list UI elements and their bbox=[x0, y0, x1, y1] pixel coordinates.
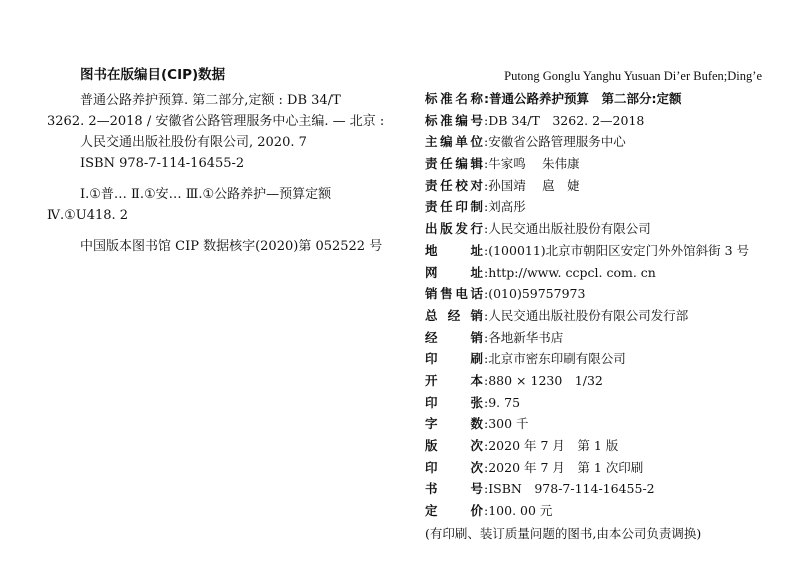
info-value: :http://www. ccpcl. com. cn bbox=[484, 264, 656, 280]
info-label: 印 次 bbox=[425, 459, 483, 475]
info-row bbox=[425, 305, 770, 327]
info-row bbox=[425, 196, 770, 218]
info-value: :人民交通出版社股份有限公司发行部 bbox=[484, 307, 689, 323]
info-label: 印 张 bbox=[425, 394, 483, 410]
subject-line-1: Ⅰ.①普… Ⅱ.①安… Ⅲ.①公路养护—预算定额 bbox=[80, 187, 332, 202]
catalog-line-1: 普通公路养护预算. 第二部分,定额 : DB 34/T bbox=[80, 93, 341, 108]
info-value: :北京市密东印刷有限公司 bbox=[484, 351, 626, 367]
publication-info bbox=[425, 66, 770, 545]
info-value: :880 × 1230 1/32 bbox=[484, 372, 603, 388]
info-table bbox=[425, 88, 770, 522]
info-value: :孙国靖 扈 婕 bbox=[484, 177, 580, 193]
isbn-line: ISBN 978-7-114-16455-2 bbox=[80, 156, 245, 171]
catalog-line-3: 人民交通出版社股份有限公司, 2020. 7 bbox=[80, 135, 307, 150]
info-row bbox=[425, 218, 770, 240]
info-label: 定 价 bbox=[425, 503, 483, 519]
info-label: 标准编号 bbox=[425, 112, 483, 128]
info-label: 标准名称 bbox=[425, 91, 483, 106]
info-label: 责任编辑 bbox=[425, 156, 483, 172]
info-label: 字 数 bbox=[425, 416, 483, 432]
info-value: :9. 75 bbox=[484, 394, 521, 410]
info-label: 主编单位 bbox=[425, 134, 483, 150]
info-row bbox=[425, 88, 770, 110]
pinyin-title: Putong Gonglu Yanghu Yusuan Di’er Bufen;Ding’e bbox=[504, 69, 762, 83]
info-row bbox=[425, 327, 770, 349]
info-label: 经 销 bbox=[425, 329, 483, 345]
info-row bbox=[425, 348, 770, 370]
info-row bbox=[425, 240, 770, 262]
info-label: 印 刷 bbox=[425, 351, 483, 367]
info-row bbox=[425, 370, 770, 392]
info-row bbox=[425, 131, 770, 153]
info-row bbox=[425, 435, 770, 457]
info-row bbox=[425, 153, 770, 175]
info-label: 总 经 销 bbox=[425, 307, 483, 323]
info-value: :2020 年 7 月 第 1 版 bbox=[484, 438, 619, 453]
info-value: :300 千 bbox=[484, 416, 529, 432]
info-label: 开 本 bbox=[425, 372, 483, 388]
info-value: :ISBN 978-7-114-16455-2 bbox=[484, 481, 655, 497]
info-row bbox=[425, 262, 770, 284]
info-label: 书 号 bbox=[425, 481, 483, 497]
info-value: :(010)59757973 bbox=[484, 286, 586, 302]
info-label: 网 址 bbox=[425, 264, 483, 280]
info-row bbox=[425, 457, 770, 479]
info-value: :普通公路养护预算 第二部分:定额 bbox=[484, 91, 682, 106]
info-value: :2020 年 7 月 第 1 次印刷 bbox=[484, 459, 644, 475]
info-label: 责任校对 bbox=[425, 177, 483, 193]
info-value: :刘高彤 bbox=[484, 199, 526, 215]
info-value: :DB 34/T 3262. 2—2018 bbox=[484, 112, 645, 128]
info-row bbox=[425, 283, 770, 305]
info-value: :(100011)北京市朝阳区安定门外外馆斜街 3 号 bbox=[484, 242, 750, 258]
quality-note: (有印刷、装订质量问题的图书,由本公司负责调换) bbox=[425, 525, 702, 541]
subject-line-2: Ⅳ.①U418. 2 bbox=[47, 208, 129, 223]
info-label: 出版发行 bbox=[425, 221, 483, 237]
info-value: :安徽省公路管理服务中心 bbox=[484, 134, 626, 150]
info-value: :牛家鸣 朱伟康 bbox=[484, 156, 580, 172]
info-label: 版 次 bbox=[425, 438, 483, 453]
info-row bbox=[425, 413, 770, 435]
cip-block bbox=[47, 66, 417, 257]
info-label: 地 址 bbox=[425, 242, 483, 258]
info-value: :100. 00 元 bbox=[484, 503, 553, 519]
info-value: :人民交通出版社股份有限公司 bbox=[484, 221, 651, 237]
info-value: :各地新华书店 bbox=[484, 329, 564, 345]
catalog-line-2: 3262. 2—2018 / 安徽省公路管理服务中心主编. — 北京 : bbox=[47, 114, 385, 129]
info-label: 销售电话 bbox=[425, 286, 483, 302]
cip-record-number: 中国版本图书馆 CIP 数据核字(2020)第 052522 号 bbox=[80, 239, 383, 254]
info-row bbox=[425, 392, 770, 414]
info-row bbox=[425, 500, 770, 522]
cip-heading: 图书在版编目(CIP)数据 bbox=[80, 67, 226, 83]
info-row bbox=[425, 478, 770, 500]
info-row bbox=[425, 110, 770, 132]
info-row bbox=[425, 175, 770, 197]
info-label: 责任印制 bbox=[425, 199, 483, 215]
